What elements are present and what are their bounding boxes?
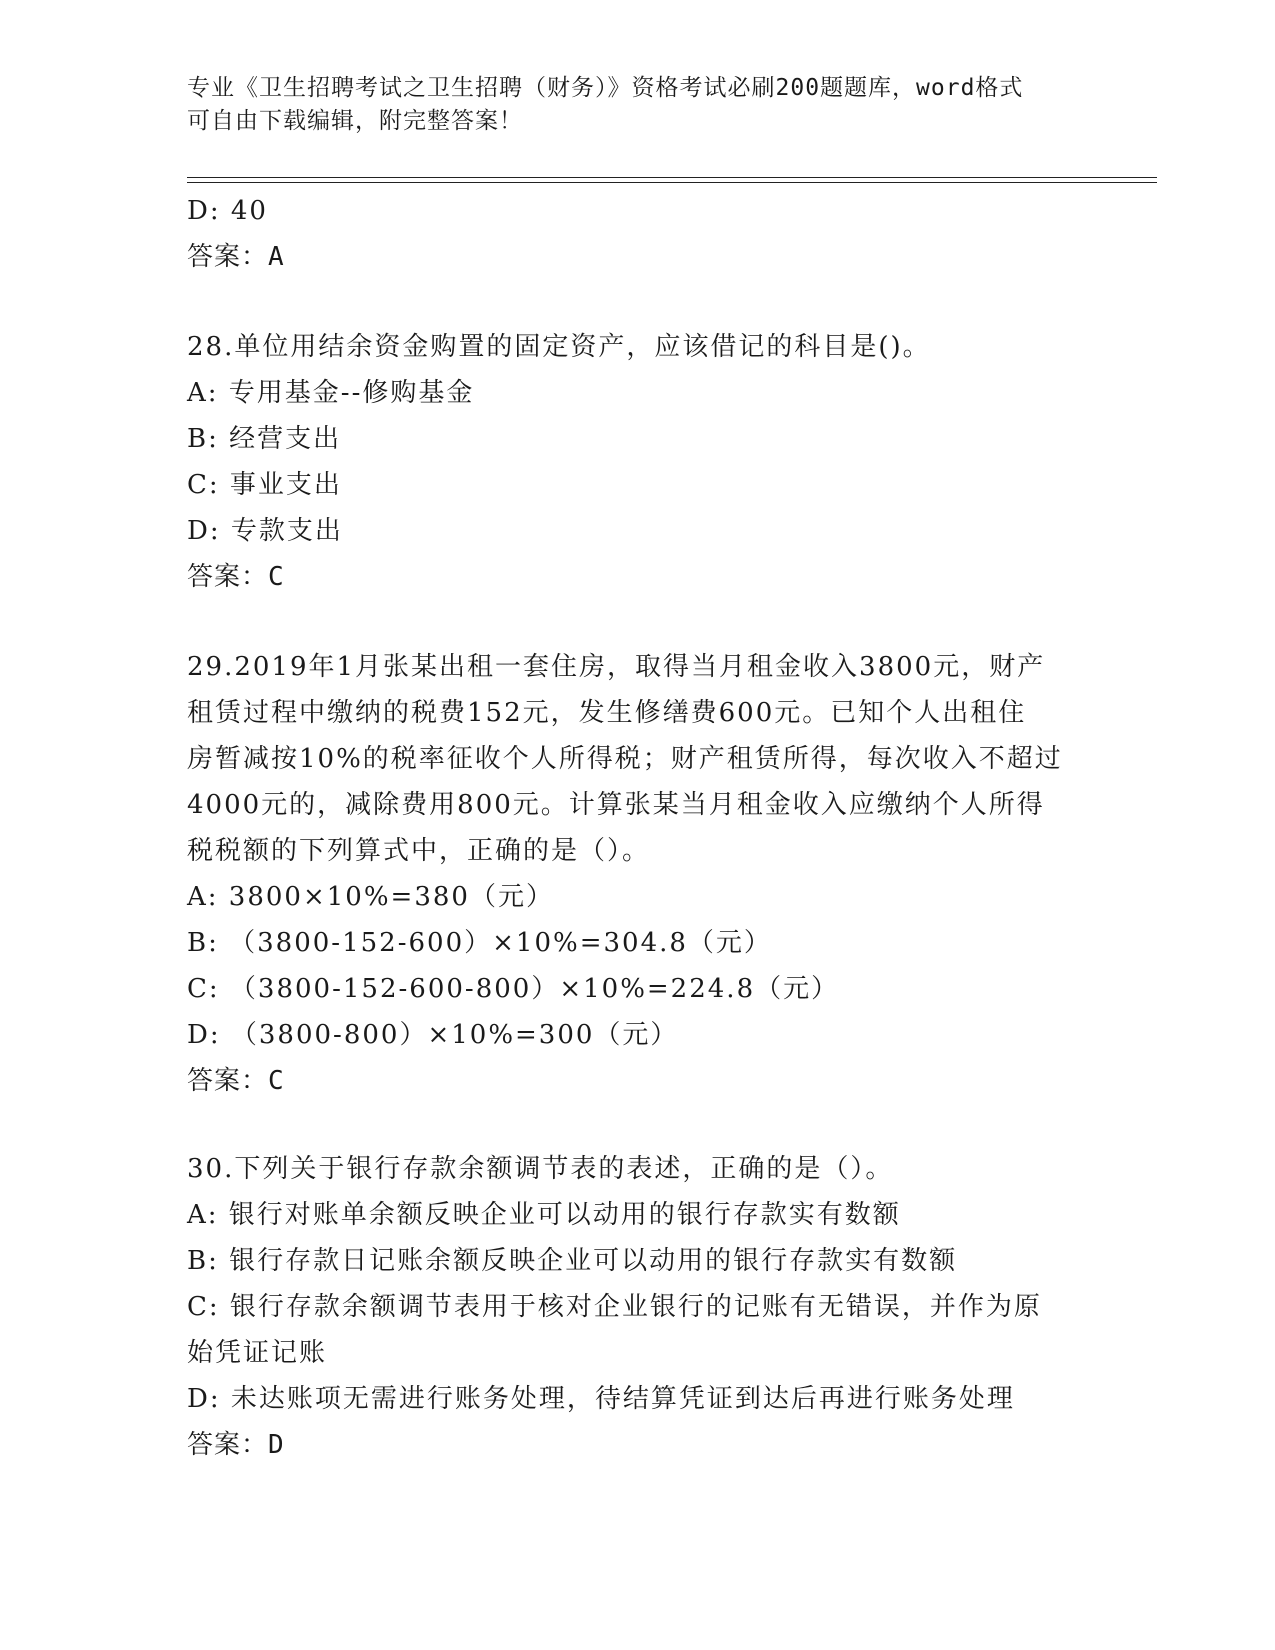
question-text: 4000元的，减除费用800元。计算张某当月租金收入应缴纳个人所得 <box>187 790 1045 820</box>
spacer <box>187 280 1087 324</box>
option-d: D: （3800-800）×10%=300（元） <box>187 1020 679 1050</box>
option-c: C: （3800-152-600-800）×10%=224.8（元） <box>187 974 840 1004</box>
page-header <box>187 72 1067 138</box>
question-text: 28.单位用结余资金购置的固定资产，应该借记的科目是()。 <box>187 332 931 362</box>
option-a: A: 专用基金--修购基金 <box>187 378 475 408</box>
header-line-2: 可自由下载编辑，附完整答案！ <box>187 108 523 134</box>
question-text: 30.下列关于银行存款余额调节表的表述，正确的是（）。 <box>187 1154 894 1184</box>
answer: 答案：C <box>187 562 285 592</box>
option-a: A: 银行对账单余额反映企业可以动用的银行存款实有数额 <box>187 1200 901 1230</box>
prev-option-d: D: 40 <box>187 196 268 226</box>
spacer <box>187 1104 1087 1146</box>
answer: 答案：D <box>187 1430 285 1460</box>
option-b: B: 经营支出 <box>187 424 342 454</box>
option-c: C: 事业支出 <box>187 470 342 500</box>
option-d: D: 未达账项无需进行账务处理，待结算凭证到达后再进行账务处理 <box>187 1384 1015 1414</box>
header-divider-top <box>187 177 1157 178</box>
question-content <box>187 188 1087 1468</box>
option-b: B: 银行存款日记账余额反映企业可以动用的银行存款实有数额 <box>187 1246 958 1276</box>
option-b: B: （3800-152-600）×10%=304.8（元） <box>187 928 772 958</box>
question-text: 房暂减按10%的税率征收个人所得税；财产租赁所得，每次收入不超过 <box>187 744 1063 774</box>
question-text: 29.2019年1月张某出租一套住房，取得当月租金收入3800元，财产 <box>187 652 1046 682</box>
spacer <box>187 600 1087 644</box>
header-divider-bottom <box>187 182 1157 183</box>
header-line-1: 专业《卫生招聘考试之卫生招聘（财务）》资格考试必刷200题题库，word格式 <box>187 75 1024 101</box>
question-30 <box>187 1146 1087 1468</box>
answer: 答案：C <box>187 1066 285 1096</box>
question-28 <box>187 324 1087 600</box>
question-text: 税税额的下列算式中，正确的是（）。 <box>187 836 651 866</box>
option-c-continued: 始凭证记账 <box>187 1338 328 1368</box>
question-29 <box>187 644 1087 1104</box>
question-text: 租赁过程中缴纳的税费152元，发生修缮费600元。已知个人出租住 <box>187 698 1027 728</box>
option-d: D: 专款支出 <box>187 516 343 546</box>
option-c: C: 银行存款余额调节表用于核对企业银行的记账有无错误，并作为原 <box>187 1292 1042 1322</box>
prev-answer: 答案：A <box>187 242 285 272</box>
option-a: A: 3800×10%=380（元） <box>187 882 554 912</box>
